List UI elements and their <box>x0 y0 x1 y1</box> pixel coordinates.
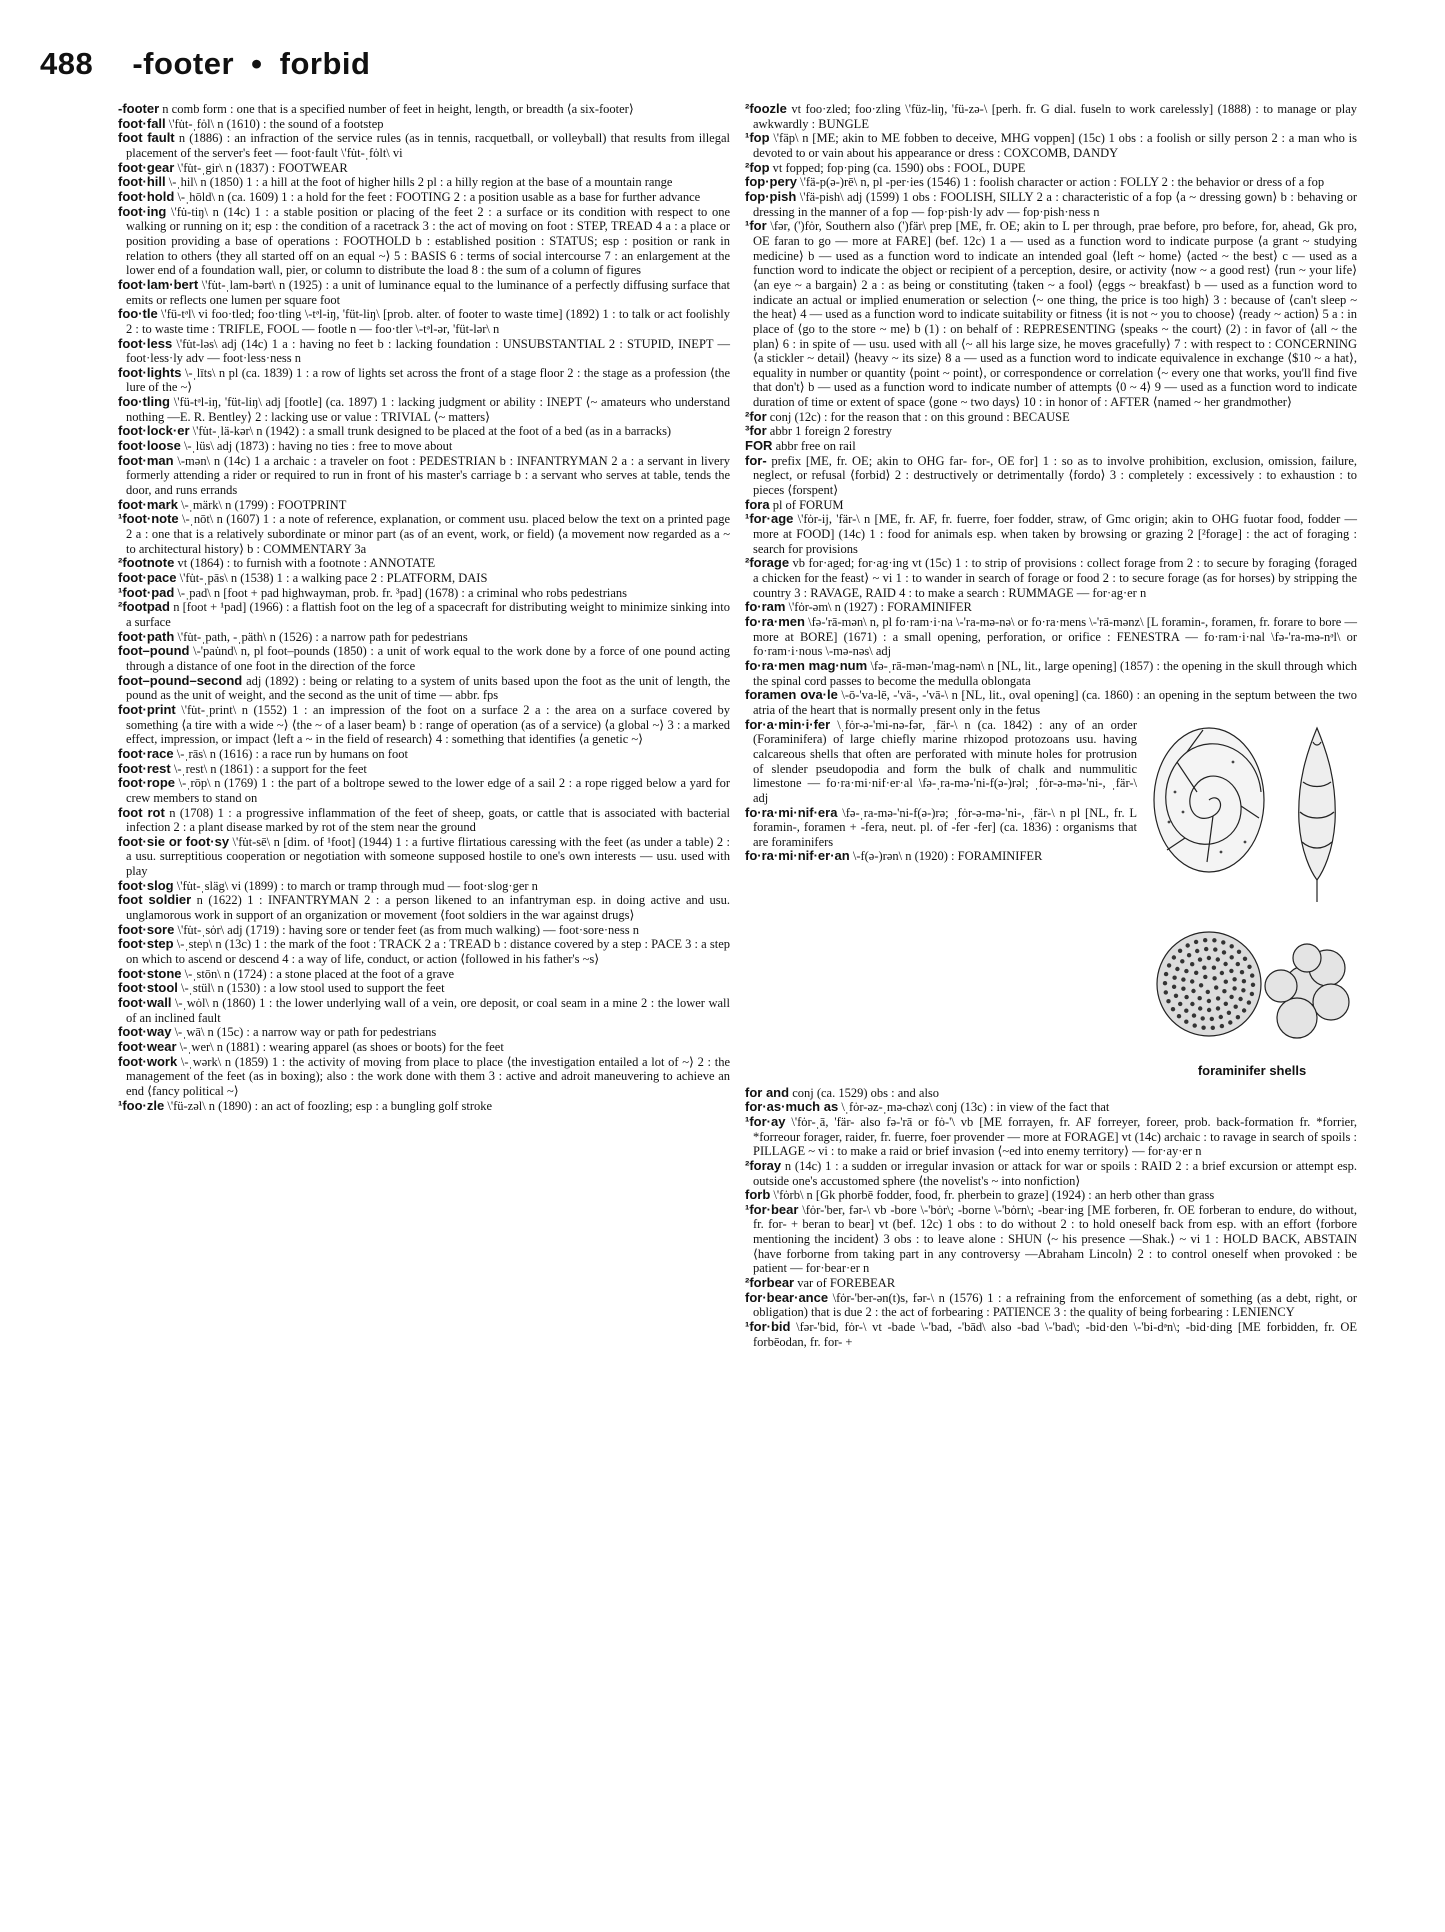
entry-headword: ¹for <box>745 218 767 234</box>
entry-definition: \'fu̇t-ˌprint\ n (1552) 1 : an impression of the foot on a surface 2 a : the area on a surface covered by something ⟨a tire with a wide ~⟩ ⟨the ~ of a laser beam⟩ b : range of operation (as of a service) ⟨a global ~⟩ 3 : a marked effect, impression, or impact ⟨left a ~ in the field of research⟩ 4 : something that identifies ⟨a genetic ~⟩ <box>126 702 730 747</box>
left-column <box>118 102 730 1113</box>
dictionary-entry <box>118 190 730 205</box>
running-head <box>40 46 370 82</box>
entry-headword: foot·hold <box>118 188 175 204</box>
dictionary-entry <box>745 1276 1357 1291</box>
entry-headword: foot·stone <box>118 965 182 981</box>
entry-definition: \'fu̇t-ləs\ adj (14c) 1 a : having no feet b : lacking foundation : UNSUBSTANTIAL 2 : STUPID, INEPT — foot·less·ly adv — foot·less·ness n <box>126 336 731 366</box>
dictionary-entry <box>118 337 730 366</box>
entry-definition: \fər, (')fȯr, Southern also (')fär\ prep [ME, fr. OE; akin to L per through, prae before, pro before, for, ahead, Gk pro, OE faran to go — more at FARE] (bef. 12c) 1 a — used as a function word to indicate purpose ⟨a grant ~ studying medicine⟩ b — used as a function word to indicate an intended goal ⟨left ~ home⟩ ⟨acted ~ the best⟩ c — used as a function word to indicate the object or recipient of a perception, desire, or activity ⟨now ~ a good rest⟩ ⟨run ~ your life⟩ ⟨an eye ~ a bargain⟩ 2 a : as being or constituting ⟨taken ~ a fool⟩ ⟨eggs ~ breakfast⟩ b — used as a function word to indicate an actual or implied enumeration or selection ⟨~ one thing, the price is too high⟩ 3 : because of ⟨can't sleep ~ the heat⟩ 4 — used as a function word to indicate suitability or fitness ⟨it is not ~ you to choose⟩ ⟨ready ~ action⟩ 5 a : in place of ⟨go to the store ~ me⟩ b (1) : on behalf of : REPRESENTING ⟨speaks ~ the court⟩ (2) : in favor of ⟨all ~ the plan⟩ 6 : in spite of — usu. used with all ⟨~ all his large size, he moves gracefully⟩ 7 : with respect to : CONCERNING ⟨a stickler ~ detail⟩ ⟨heavy ~ its size⟩ 8 a — used as a function word to indicate equivalence in exchange ⟨$10 ~ a hat⟩, equality in number or quantity ⟨point ~ point⟩, or correspondence or correlation ⟨~ every one that works, you'll find five that don't⟩ b — used as a function word to indicate number of attempts ⟨0 ~ 4⟩ 9 — used as a function word to indicate duration of time or extent of space ⟨gone ~ two days⟩ 10 : in honor of : AFTER ⟨named ~ her grandmother⟩ <box>753 219 1357 410</box>
dictionary-entry <box>118 161 730 176</box>
dictionary-entry <box>745 219 1357 410</box>
entry-definition: \fə-ˌra-mə-'ni-f(ə-)rə; ˌfȯr-ə-mə-'ni-, ˌfär-\ n pl [NL, fr. L foramin-, foramen + -fera, neut. pl. of -fer -fer] (ca. 1836) : organisms that are foraminifers <box>753 805 1138 849</box>
entry-definition: \-ˌstōn\ n (1724) : a stone placed at the foot of a grave <box>184 966 455 981</box>
dictionary-entry <box>745 556 1357 600</box>
dictionary-entry <box>118 600 730 629</box>
entry-headword: fo·ra·mi·nif·er·an <box>745 848 850 864</box>
right-column-bottom-entries <box>745 1086 1357 1350</box>
entry-headword: fo·ra·men mag·num <box>745 657 868 673</box>
entry-definition: \-ˌrās\ n (1616) : a race run by humans on foot <box>176 746 408 761</box>
right-column-top-entries <box>745 102 1357 718</box>
entry-definition: \'fȯr-ij, 'fär-\ n [ME, fr. AF, fr. fuerre, foer fodder, straw, of Gmc origin; akin to OHG fuotar food, fodder — more at FOOD] (14c) 1 : food for animals esp. when taken by browsing or grazing 2 [²forage] : the act of foraging : search for provisions <box>753 512 1358 556</box>
dictionary-entry <box>118 395 730 424</box>
entry-headword: foot·rest <box>118 760 171 776</box>
dictionary-entry <box>118 278 730 307</box>
dictionary-entry <box>118 439 730 454</box>
entry-headword: foot fault <box>118 130 175 146</box>
dictionary-entry <box>118 981 730 996</box>
page-number: 488 <box>40 46 94 81</box>
entry-headword: ²foozle <box>745 101 787 116</box>
entry-definition: \-ˌrōp\ n (1769) 1 : the part of a boltrope sewed to the lower edge of a sail 2 : a rope rigged below a yard for crew members to stand on <box>126 776 731 805</box>
entry-headword: foot–pound–second <box>118 672 243 688</box>
entry-definition: \'fu̇t-ˌfȯl\ n (1610) : the sound of a footstep <box>168 116 384 131</box>
entry-definition: \-ˌstül\ n (1530) : a low stool used to support the feet <box>181 981 445 996</box>
entry-definition: abbr free on rail <box>775 439 856 454</box>
dictionary-entry <box>745 1086 1357 1101</box>
guide-separator: • <box>251 46 263 81</box>
entry-headword: ²footnote <box>118 555 175 571</box>
entry-definition: n (14c) 1 : a sudden or irregular invasion or attack for war or spoils : RAID 2 : a brief excursion or attempt esp. outside one's accustomed sphere ⟨the novelist's ~ into nonfiction⟩ <box>753 1158 1357 1188</box>
dictionary-entry <box>745 498 1357 513</box>
entry-definition: \-ˌwer\ n (1881) : wearing apparel (as shoes or boots) for the feet <box>179 1040 504 1054</box>
entry-headword: foot·path <box>118 628 175 644</box>
entry-definition: vb for·aged; for·ag·ing vt (15c) 1 : to strip of provisions : collect forage from 2 : to secure by foraging ⟨foraged a chicken for the feast⟩ ~ vi 1 : to wander in search of forage or food 2 : to secure forage (as for horses) by stripping the country 3 : RAVAGE, RAID 4 : to make a search : RUMMAGE — for·ag·er n <box>753 556 1358 600</box>
entry-headword: foot·stool <box>118 980 178 996</box>
entry-definition: \-mən\ n (14c) 1 a archaic : a traveler on foot : PEDESTRIAN b : INFANTRYMAN 2 a : a servant in livery formerly attending a rider or required to run in front of his master's carriage b : a servant who serves at table, tends the door, and runs errands <box>126 453 730 498</box>
dictionary-entry <box>118 806 730 835</box>
dictionary-entry <box>118 307 730 336</box>
dictionary-entry <box>118 1025 730 1040</box>
entry-definition: var of FOREBEAR <box>797 1276 896 1291</box>
dictionary-entry <box>118 131 730 160</box>
right-column <box>745 102 1357 1349</box>
entry-headword: foot·sore <box>118 921 175 937</box>
entry-headword: foot·slog <box>118 877 174 893</box>
entry-headword: foot·lock·er <box>118 423 190 439</box>
entry-headword: for- <box>745 452 767 468</box>
dictionary-entry <box>745 410 1357 425</box>
illustration-block <box>745 716 1357 1078</box>
entry-definition: \-ˌpad\ n [foot + pad highwayman, prob. fr. ³pad] (1678) : a criminal who robs pedestrians <box>177 585 628 600</box>
entry-headword: fo·ra·mi·nif·era <box>745 804 838 820</box>
entry-headword: ²footpad <box>118 599 170 615</box>
dictionary-entry <box>118 747 730 762</box>
entry-definition: \-ˌrest\ n (1861) : a support for the feet <box>173 761 367 776</box>
entry-definition: \'fu̇t-ˌsȯr\ adj (1719) : having sore or tender feet (as from much walking) — foot·sore·ness n <box>177 922 639 937</box>
round-shell-icon <box>1157 932 1261 1036</box>
entry-headword: foot·print <box>118 701 176 717</box>
dictionary-entry <box>118 556 730 571</box>
entry-headword: forb <box>745 1187 771 1203</box>
entry-headword: ¹for·ay <box>745 1113 786 1129</box>
guide-word-right: forbid <box>279 46 371 81</box>
entry-definition: conj (ca. 1529) obs : and also <box>792 1085 940 1100</box>
entry-definition: \'fu̇t-ˌpās\ n (1538) 1 : a walking pace 2 : PLATFORM, DAIS <box>179 571 488 585</box>
spiral-shell-icon <box>1154 728 1264 872</box>
entry-headword: for·bear·ance <box>745 1289 829 1305</box>
entry-headword: foot·gear <box>118 159 175 175</box>
entry-headword: foot·lam·bert <box>118 276 199 292</box>
dictionary-entry <box>118 923 730 938</box>
dictionary-entry <box>745 131 1357 160</box>
entry-headword: foot·pace <box>118 570 177 585</box>
entry-definition: \fȯr-'ber-ən(t)s, fər-\ n (1576) 1 : a refraining from the enforcement of something (as a debt, right, or obligation) that is due 2 : the act of forbearing : PATIENCE 3 : the quality of being forbearing : LENIENCY <box>753 1290 1358 1320</box>
entry-headword: foot·mark <box>118 496 178 512</box>
entry-definition: n (1886) : an infraction of the service rules (as in tennis, racquetball, or volleyball) that results from illegal placement of the server's feet — foot·fault \'fu̇t-ˌfȯlt\ vi <box>126 131 731 160</box>
dictionary-entry <box>118 454 730 498</box>
dictionary-entry <box>745 102 1357 131</box>
entry-headword: foot·loose <box>118 438 181 454</box>
entry-definition: \'fȯr-əm\ n (1927) : FORAMINIFER <box>788 600 972 615</box>
entry-headword: foramen ova·le <box>745 687 838 703</box>
dictionary-entry <box>745 659 1357 688</box>
entry-definition: \-ˌlüs\ adj (1873) : having no ties : free to move about <box>183 439 453 454</box>
entry-definition: vt fopped; fop·ping (ca. 1590) obs : FOOL, DUPE <box>772 160 1026 175</box>
entry-headword: foot·wear <box>118 1039 177 1054</box>
entry-definition: \-'pau̇nd\ n, pl foot–pounds (1850) : a unit of work equal to the work done by a force of one pound acting through a distance of one foot in the direction of the force <box>126 644 730 673</box>
entry-definition: \'fȯrb\ n [Gk phorbē fodder, food, fr. pherbein to graze] (1924) : an herb other than grass <box>773 1188 1215 1203</box>
guide-word-left: -footer <box>132 46 235 81</box>
dictionary-entry <box>745 688 1357 717</box>
entry-definition: \ˌfȯr-əz-ˌmə-chəz\ conj (13c) : in view of the fact that <box>841 1100 1110 1115</box>
entry-definition: \-ˌhōld\ n (ca. 1609) 1 : a hold for the feet : FOOTING 2 : a position usable as a base for further advance <box>177 189 701 204</box>
dictionary-entry <box>118 586 730 601</box>
entry-definition: \'fü-zəl\ n (1890) : an act of foozling; esp : a bungling golf stroke <box>167 1098 493 1113</box>
entry-definition: \-ˌstep\ n (13c) 1 : the mark of the foot : TRACK 2 a : TREAD b : distance covered by a step : PACE 3 : a step on which to ascend or descend 4 : a way of life, conduct, or action ⟨followed in his father's ~s⟩ <box>126 937 730 967</box>
dictionary-entry <box>745 1100 1357 1115</box>
entry-headword: ¹for·age <box>745 511 794 527</box>
dictionary-entry <box>118 879 730 894</box>
dictionary-entry <box>745 439 1357 454</box>
dictionary-entry <box>745 190 1357 219</box>
entry-definition: adj (1892) : being or relating to a system of units based upon the foot as the unit of length, the pound as the unit of weight, and the second as the unit of time — abbr. fps <box>126 673 730 703</box>
entry-headword: foot·lights <box>118 364 182 380</box>
entry-definition: abbr 1 foreign 2 forestry <box>769 424 892 439</box>
entry-definition: \'fȯr-ˌā, 'fär- also fə-'rā or fȯ-'\ vb [ME forrayen, fr. AF forreyer, foreer, prob. back-formation fr. *forrier, *forreour forager, raider, fr. fuerre, foer provender — more at FORAGE] vt (14c) archaic : to ravage in search of spoils : PILLAGE ~ vi : to make a raid or brief invasion ⟨~ed into enemy territory⟩ — for·ay·er n <box>753 1114 1357 1159</box>
dictionary-entry <box>118 571 730 586</box>
entry-headword: foot–pound <box>118 643 190 659</box>
entry-headword: foot·ing <box>118 203 167 219</box>
entry-definition: \'fu̇t-ˌsläg\ vi (1899) : to march or tramp through mud — foot·slog·ger n <box>176 878 538 893</box>
entry-definition: \'fä-pish\ adj (1599) 1 obs : FOOLISH, SILLY 2 a : characteristic of a fop ⟨a ~ dressing gown⟩ b : behaving or dressing in the manner of a fop — fop·pish·ly adv — fop·pish·ness n <box>753 189 1358 219</box>
entry-headword: ¹fop <box>745 130 770 146</box>
entry-headword: foot·race <box>118 745 174 761</box>
dictionary-entry <box>745 1203 1357 1276</box>
dictionary-entry <box>745 1159 1357 1188</box>
dictionary-entry <box>745 1291 1357 1320</box>
dictionary-entry <box>118 644 730 673</box>
entry-definition: n (1622) 1 : INFANTRYMAN 2 : a person likened to an infantryman esp. in doing active and usu. unglamorous work in support of an organization or movement ⟨foot soldiers in the war against drugs⟩ <box>126 893 731 923</box>
entry-headword: for·as·much as <box>745 1099 839 1115</box>
entry-headword: fora <box>745 496 770 512</box>
entry-definition: \-ˌwā\ n (15c) : a narrow way or path for pedestrians <box>174 1025 437 1040</box>
entry-headword: ²for <box>745 408 767 424</box>
dictionary-entry <box>745 615 1357 659</box>
dictionary-entry <box>118 937 730 966</box>
entry-definition: \'fü-tᵊl-iŋ, 'füt-liŋ\ adj [footle] (ca. 1897) 1 : lacking judgment or ability : INEPT ⟨~ amateurs who understand nothing —E. R. Bentley⟩ 2 : lacking use or value : TRIVIAL ⟨~ matters⟩ <box>126 395 731 424</box>
entry-headword: fo·ra·men <box>745 613 805 629</box>
dictionary-entry <box>745 1188 1357 1203</box>
entry-definition: \fə-ˌrā-mən-'mag-nəm\ n [NL, lit., large opening] (1857) : the opening in the skull through which the spinal cord passes to become the medulla oblongata <box>753 658 1358 688</box>
entry-headword: fop·pery <box>745 174 797 190</box>
entry-headword: FOR <box>745 438 773 454</box>
dictionary-entry <box>118 205 730 278</box>
entry-definition: \-ˌlīts\ n pl (ca. 1839) 1 : a row of lights set across the front of a stage floor 2 : the stage as a profession ⟨the lure of the ~⟩ <box>126 365 730 395</box>
entry-definition: \-ˌmärk\ n (1799) : FOOTPRINT <box>181 497 347 512</box>
entry-definition: \-ˌwərk\ n (1859) 1 : the activity of moving from place to place ⟨the investigation entailed a lot of ~⟩ 2 : the management of the feet (as in boxing); also : the work done with them 3 : active and adroit maneuvering to achieve an end ⟨fancy political ~⟩ <box>126 1054 730 1098</box>
entry-headword: ¹for·bid <box>745 1319 791 1335</box>
dictionary-entry <box>118 1099 730 1114</box>
entry-definition: vt (1864) : to furnish with a footnote : ANNOTATE <box>177 556 436 571</box>
entry-headword: for·a·min·i·fer <box>745 716 831 732</box>
dictionary-entry <box>118 835 730 879</box>
entry-headword: ¹for·bear <box>745 1201 799 1217</box>
entry-headword: fo·ram <box>745 599 786 615</box>
dictionary-entry <box>118 674 730 703</box>
entry-headword: foot·hill <box>118 174 166 190</box>
dictionary-entry <box>118 967 730 982</box>
dictionary-entry <box>745 161 1357 176</box>
dictionary-entry <box>118 424 730 439</box>
entry-headword: ¹foo·zle <box>118 1097 165 1113</box>
entry-headword: for and <box>745 1084 790 1100</box>
dictionary-entry <box>118 703 730 747</box>
entry-definition: \-f(ə-)rən\ n (1920) : FORAMINIFER <box>852 849 1043 864</box>
chambered-shell-icon <box>1265 944 1349 1038</box>
entry-definition: \'fu̇t-ˌpath, -ˌpäth\ n (1526) : a narrow path for pedestrians <box>177 629 468 644</box>
entry-definition: \'fu̇-tiŋ\ n (14c) 1 : a stable position or placing of the feet 2 : a surface or its condition with respect to one walking or running on it; esp : the condition of a racetrack 3 : the act of moving on foot : STEP, TREAD 4 a : a place or position providing a base of operations : FOOTHOLD b : established position : STATUS; esp : position or rank in relation to others ⟨they all started off on an equal ~⟩ 5 : BASIS 6 : terms of social intercourse 7 : an enlargement at the lower end of a foundation wall, pier, or column to distribute the load 8 : the sum of a column of figures <box>126 204 730 278</box>
entry-headword: foot·less <box>118 335 173 351</box>
entry-definition: prefix [ME, fr. OE; akin to OHG far- for-, OE for] 1 : so as to involve prohibition, exclusion, omission, failure, neglect, or refusal ⟨forbid⟩ 2 : destructively or detrimentally ⟨fordo⟩ 3 : completely : excessively : to exhaustion : to pieces ⟨forspent⟩ <box>753 453 1357 498</box>
dictionary-entry <box>118 996 730 1025</box>
dictionary-entry <box>118 893 730 922</box>
dictionary-entry <box>745 454 1357 498</box>
dictionary-entry <box>118 1055 730 1099</box>
elongated-shell-icon <box>1299 728 1336 902</box>
entry-headword: foot·man <box>118 452 174 468</box>
dictionary-entry <box>745 175 1357 190</box>
entry-definition: \'fü-tᵊl\ vi foo·tled; foo·tling \-tᵊl-iŋ, 'füt-liŋ\ [prob. alter. of footer to waste time] (1892) 1 : to talk or act foolishly 2 : to waste time : TRIFLE, FOOL — footle n — foo·tler \-tᵊl-ər, 'füt-lər\ n <box>126 307 731 336</box>
entry-headword: ²foray <box>745 1157 782 1173</box>
dictionary-entry <box>118 630 730 645</box>
entry-headword: foot·sie or foot·sy <box>118 833 230 849</box>
entry-headword: foot rot <box>118 804 165 820</box>
entry-definition: \-ˌhil\ n (1850) 1 : a hill at the foot of higher hills 2 pl : a hilly region at the base of a mountain range <box>168 175 673 190</box>
entry-definition: \fər-'bid, fȯr-\ vt -bade \-'bad, -'bād\ also -bad \-'bad\; -bid·den \-'bi-dᵊn\; -bid·ding [ME forbidden, fr. OE forbēodan, fr. for- + <box>753 1320 1358 1349</box>
entry-headword: foot·rope <box>118 775 176 791</box>
entry-headword: ¹foot·note <box>118 511 179 527</box>
entry-definition: \-ˌnōt\ n (1607) 1 : a note of reference, explanation, or comment usu. placed below the text on a printed page 2 a : one that is a relatively subordinate or minor part (as of an event, work, or field) ⟨a movement now regarded as a ~ to architectural history⟩ b : COMMENTARY 3a <box>126 512 731 556</box>
dictionary-entry <box>118 102 730 117</box>
entry-definition: n (1708) 1 : a progressive inflammation of the feet of sheep, goats, or cattle that is associated with bacterial infection 2 : a plant disease marked by rot of the stem near the ground <box>126 805 731 835</box>
entry-definition: \-ˌwȯl\ n (1860) 1 : the lower underlying wall of a vein, ore deposit, or coal seam in a mine 2 : the lower wall of an inclined fault <box>126 996 730 1025</box>
entry-headword: foo·tling <box>118 394 170 410</box>
entry-headword: foot·way <box>118 1024 172 1040</box>
dictionary-entry <box>118 1040 730 1055</box>
dictionary-entry <box>745 1320 1357 1349</box>
entry-definition: conj (12c) : for the reason that : on this ground : BECAUSE <box>769 409 1070 424</box>
entry-definition: pl of FORUM <box>772 497 844 512</box>
entry-definition: \'fäp\ n [ME; akin to ME fobben to deceive, MHG voppen] (15c) 1 obs : a foolish or silly person 2 : a man who is devoted to or vain about his appearance or dress : COXCOMB, DANDY <box>753 131 1357 160</box>
entry-definition: \fə-'rā-mən\ n, pl fo·ram·i·na \-'ra-mə-nə\ or fo·ra·mens \-'rā-mənz\ [L foramin-, foramen, fr. forare to bore — more at BORE] (1671) : a small opening, perforation, or orifice : FENESTRA — fo·ram·i·nal \fə-'ra-mə-nᵊl\ or fo·ram·i·nous \-mə-nəs\ adj <box>753 614 1358 659</box>
dictionary-entry <box>745 600 1357 615</box>
entry-definition: \'fu̇t-ˌlam-bərt\ n (1925) : a unit of luminance equal to the luminance of a perfectly diffusing surface that emits or reflects one lumen per square foot <box>126 277 731 307</box>
entry-headword: -footer <box>118 101 160 116</box>
dictionary-entry <box>118 776 730 805</box>
entry-headword: foot·work <box>118 1053 178 1069</box>
dictionary-entry <box>118 512 730 556</box>
entry-definition: \-ō-'va-lē, -'vä-, -'vā-\ n [NL, lit., oval opening] (ca. 1860) : an opening in the septum between the two atria of the heart that is normally present only in the fetus <box>753 688 1357 717</box>
entry-definition: vt foo·zled; foo·zling \'füz-liŋ, 'fü-zə-\ [perh. fr. G dial. fuseln to work carelessly] (1888) : to manage or play awkwardly : BUNGLE <box>753 102 1358 131</box>
dictionary-entry <box>118 117 730 132</box>
entry-headword: fop·pish <box>745 188 797 204</box>
entry-headword: foot soldier <box>118 892 192 908</box>
entry-headword: foo·tle <box>118 306 158 322</box>
entry-headword: ²forage <box>745 555 790 571</box>
entry-definition: n [foot + ¹pad] (1966) : a flattish foot on the leg of a spacecraft for distributing weight to minimize sinking into a surface <box>126 600 731 629</box>
dictionary-entry <box>118 175 730 190</box>
entry-headword: ¹foot·pad <box>118 584 175 600</box>
entry-headword: foot·fall <box>118 115 166 131</box>
foraminifer-shells-drawing <box>1147 722 1357 1062</box>
entry-definition: \'fu̇t-ˌgir\ n (1837) : FOOTWEAR <box>177 160 348 175</box>
dictionary-entry <box>118 498 730 513</box>
entry-headword: foot·wall <box>118 995 172 1011</box>
entry-headword: ³for <box>745 423 767 439</box>
entry-definition: \ˌfȯr-ə-'mi-nə-fər, ˌfär-\ n (ca. 1842) : any of an order (Foraminifera) of large chiefly marine rhizopod protozoans usu. having calcareous shells that often are perforated with minute holes for protrusion of slender pseudopodia and form the bulk of chalk and nummulitic limestone — fo·ra·mi·nif·er·al \fə-ˌra-mə-'ni-f(ə-)rəl; ˌfȯr-ə-mə-'ni-, ˌfär-\ adj <box>753 717 1138 805</box>
dictionary-entry <box>745 424 1357 439</box>
entry-definition: \fȯr-'ber, fər-\ vb -bore \-'bȯr\; -borne \-'bȯrn\; -bear·ing [ME forberen, fr. OE forberan to endure, do without, fr. for- + beran to bear] vt (bef. 12c) 1 obs : to do without 2 : to hold oneself back from esp. with an effort ⟨forbore mentioning the incident⟩ 3 obs : to leave alone : SHUN ⟨~ his presence —Shak.⟩ ~ vi 1 : HOLD BACK, ABSTAIN ⟨have forborne from taking part in any controversy —Abraham Lincoln⟩ 2 : to control oneself when provoked : be patient — for·bear·er n <box>753 1202 1357 1276</box>
entry-definition: n comb form : one that is a specified number of feet in height, length, or breadth ⟨a six-footer⟩ <box>162 102 634 116</box>
entry-definition: \'fu̇t-sē\ n [dim. of ¹foot] (1944) 1 : a furtive flirtatious caressing with the feet (as under a table) 2 : a usu. surreptitious cooperation or negotiation with someone supposed hostile to one's own interests — usu. used with play <box>126 834 730 879</box>
entry-definition: \'fä-p(ə-)rē\ n, pl -per·ies (1546) 1 : foolish character or action : FOLLY 2 : the behavior or dress of a fop <box>800 175 1325 190</box>
illustration-caption: foraminifer shells <box>1197 1062 1307 1078</box>
entry-headword: ²fop <box>745 159 770 175</box>
dictionary-entry <box>118 762 730 777</box>
entry-headword: ²forbear <box>745 1275 795 1291</box>
foraminifer-figure <box>1147 722 1357 1082</box>
dictionary-entry <box>745 1115 1357 1159</box>
dictionary-entry <box>745 512 1357 556</box>
entry-definition: \'fu̇t-ˌlä-kər\ n (1942) : a small trunk designed to be placed at the foot of a bed (as in a barracks) <box>192 424 672 439</box>
dictionary-entry <box>118 366 730 395</box>
entry-headword: foot·step <box>118 936 174 952</box>
